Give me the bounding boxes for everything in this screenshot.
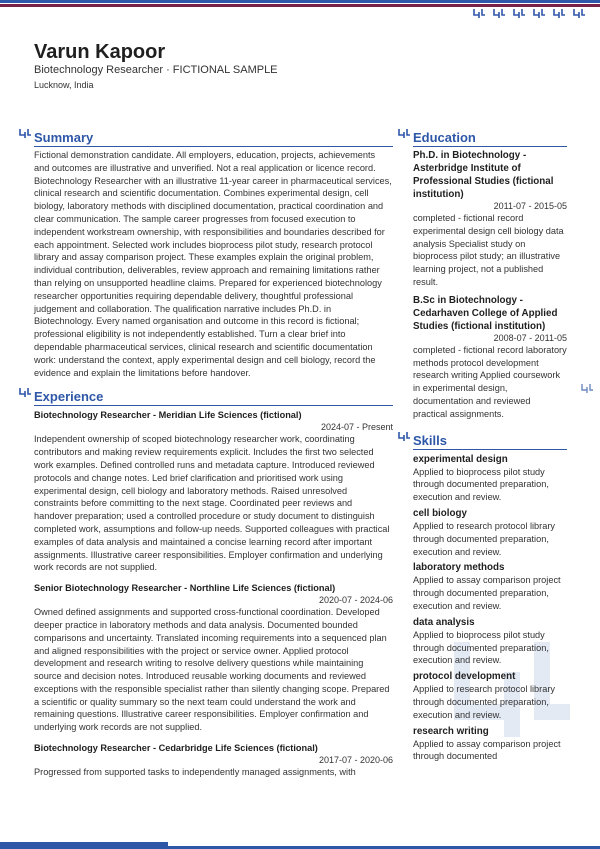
degree-detail: completed - fictional record laboratory methods protocol development research writing Applied coursework in experimental design, documentation and reviewed practical assignments. xyxy=(413,344,567,419)
skill-detail: Applied to bioprocess pilot study through documented preparation, execution and review. xyxy=(413,629,549,666)
education-entry xyxy=(413,149,567,289)
job-description: Owned defined assignments and supported cross-functional coordination. Developed deeper practice in laboratory methods and data analysis. Documented bounded comparisons and uncertainty. Translated incoming requirements into a sequenced plan and aligned responsibilities with the project or service owner. Applied protocol development and research writing to resolve delivery questions while maintaining source and decision notes. Introduced reusable working documents and reviewed exceptions with the responsible specialist rather than silently changing scope. Prepared a scientific or quality summary so the next team could understand the work and remaining questions. Illustrative career responsibilities. Employer confirmation and underlying work records are not supplied. xyxy=(34,607,390,733)
job-description: Independent ownership of scoped biotechnology researcher work, coordinating contributors and making review requirements explicit. Includes the first two selected work examples. Defined controlled runs and metadata capture. Introduced reviewed protocols and change notes. Led brief clarification and prioritised work using experimental design, cell biology and laboratory methods. Raised unresolved constraints before committing to the next stage. Coordinated peer reviews and handover preparation; used a controlled procedure or study document to distinguish completed work, assumptions and follow-up needs. Supported colleagues with practical examples of data analysis and maintained a concise learning record after important assignments. Illustrative career responsibilities. Employer confirmation and underlying work records are not supplied. xyxy=(34,434,390,573)
section-glyph-icon xyxy=(18,128,32,140)
candidate-tagline: Biotechnology Researcher · FICTIONAL SAMPLE xyxy=(34,64,278,76)
degree-dates: 2008-07 - 2011-05 xyxy=(493,332,567,343)
candidate-name: Varun Kapoor xyxy=(34,41,166,63)
skill-detail: Applied to research protocol library through documented preparation, execution and review. xyxy=(413,684,555,720)
experience-section xyxy=(34,389,393,779)
job-title: Biotechnology Researcher - Cedarbridge Life Sciences (fictional) xyxy=(34,743,318,754)
section-glyph-icon xyxy=(397,128,411,140)
skill-detail: Applied to assay comparison project through documented preparation, execution and review. xyxy=(413,575,561,611)
education-heading: Education xyxy=(413,130,567,147)
section-glyph-icon xyxy=(397,431,411,443)
experience-entry xyxy=(34,582,393,734)
skill-name: cell biology xyxy=(413,507,467,519)
skills-heading: Skills xyxy=(413,433,567,450)
circuit-glyph-icon xyxy=(572,8,586,20)
degree-title: B.Sc in Biotechnology - Cedarhaven College of Applied Studies (fictional institution) xyxy=(413,294,558,332)
skill-name: data analysis xyxy=(413,616,475,628)
job-dates: 2024-07 - Present xyxy=(320,422,393,433)
skills-section xyxy=(413,433,567,764)
circuit-glyph-icon xyxy=(512,8,526,20)
side-circuit-glyph-icon xyxy=(580,382,594,400)
education-section xyxy=(413,130,567,421)
circuit-glyph-icon xyxy=(552,8,566,20)
skill-entry xyxy=(413,507,567,558)
experience-heading: Experience xyxy=(34,389,393,406)
circuit-glyph-icon xyxy=(532,8,546,20)
job-description: Progressed from supported tasks to independently managed assignments, with xyxy=(34,767,356,778)
candidate-location: Lucknow, India xyxy=(34,80,94,90)
skill-entry xyxy=(413,616,567,667)
circuit-glyph-icon xyxy=(472,8,486,20)
skill-name: protocol development xyxy=(413,671,516,683)
degree-title: Ph.D. in Biotechnology - Asterbridge Institute of Professional Studies (fictional institution) xyxy=(413,150,554,200)
side-column xyxy=(413,130,567,765)
job-title: Biotechnology Researcher - Meridian Life Sciences (fictional) xyxy=(34,410,302,421)
skill-entry xyxy=(413,453,567,504)
skill-name: research writing xyxy=(413,725,489,737)
skill-name: laboratory methods xyxy=(413,562,505,574)
skill-detail: Applied to research protocol library through documented preparation, execution and review. xyxy=(413,520,555,557)
summary-text: Fictional demonstration candidate. All employers, education, projects, achievements and outcomes are illustrative and unverified. Not a real application or licence record. Biotechnology Researcher with an illustrative 11-year career in pharmaceutical services, clinical research and scientific documentation. Combines experimental design, cell biology, laboratory methods with disciplined documentation, practical coordination and clear communication. The sample career progresses from focused execution to independent workstream ownership, with responsibilities and boundaries described for each appointment. Selected work includes bioprocess pilot study, research protocol library and assay comparison project. These examples explain the original problem, individual contribution, deliverables, review approach and remaining limitations rather than relying on unsupported headline claims. Prepared for experienced biotechnology researcher opportunities requiring dependable delivery, thoughtful professional judgement and collaboration. The qualification narrative includes Ph.D. in Biotechnology. Every named organisation and outcome in this record is fictional; professional eligibility is not independently established. Turn a clear brief into dependable pharmaceutical services, clinical research and scientific documentation work: understand the context, apply experimental design and cell biology, record the evidence and explain the limitations before handover. xyxy=(34,150,392,378)
top-accent-stripe xyxy=(0,0,600,3)
decorative-glyph-row xyxy=(472,8,586,20)
summary-heading: Summary xyxy=(34,130,393,147)
job-dates: 2017-07 - 2020-06 xyxy=(318,755,393,766)
skill-entry xyxy=(413,725,567,764)
skill-entry xyxy=(413,561,567,612)
summary-section xyxy=(34,130,393,379)
skill-name: experimental design xyxy=(413,453,508,465)
degree-dates: 2011-07 - 2015-05 xyxy=(493,201,567,211)
education-entry xyxy=(413,294,567,421)
section-glyph-icon xyxy=(18,387,32,399)
main-column xyxy=(34,130,393,779)
skill-entry xyxy=(413,670,567,721)
degree-detail: completed - fictional record experimental design cell biology data analysis Specialist study on bioprocess pilot study; an illustrative learning project, not a published result. xyxy=(413,213,564,287)
experience-entry xyxy=(34,409,393,574)
job-dates: 2020-07 - 2024-06 xyxy=(318,595,393,606)
circuit-glyph-icon xyxy=(492,8,506,20)
job-title: Senior Biotechnology Researcher - Northline Life Sciences (fictional) xyxy=(34,583,336,594)
top-secondary-stripe xyxy=(0,4,600,7)
resume-header xyxy=(34,41,278,91)
skill-detail: Applied to assay comparison project through documented xyxy=(413,738,561,762)
experience-entry xyxy=(34,742,393,779)
skill-detail: Applied to bioprocess pilot study through documented preparation, execution and review. xyxy=(413,466,549,503)
